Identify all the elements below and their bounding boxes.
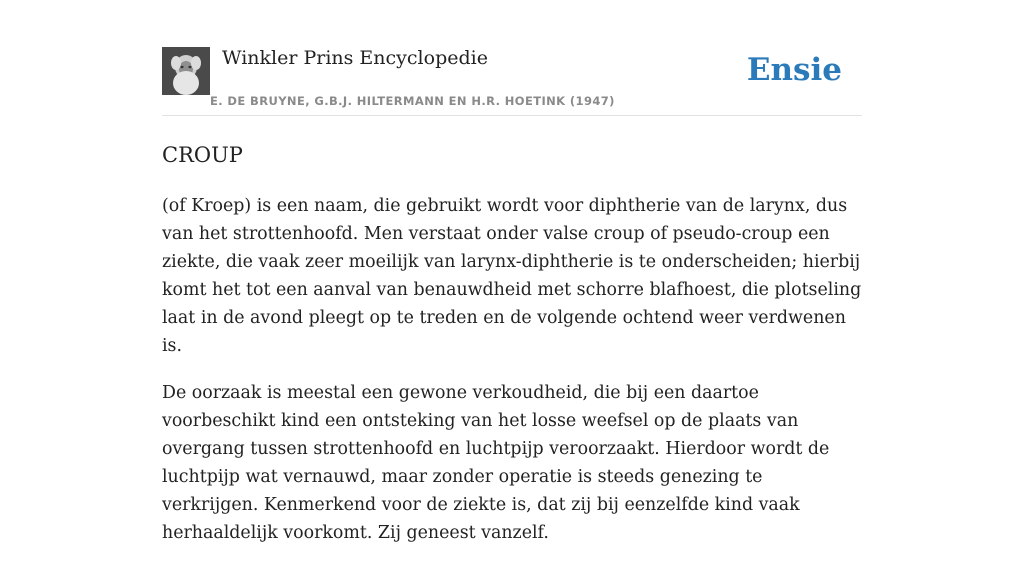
article-page: [162, 0, 862, 543]
entry-paragraph: (of Kroep) is een naam, die gebruikt wordt voor diphtherie van de larynx, dus van het strottenhoofd. Men verstaat onder valse croup of pseudo-croup een ziekte, die vaak zeer moeilijk van larynx-diphtherie is te onderscheiden; hierbij komt het tot een aanval van benauwdheid met schorre blafhoest, die plotseling laat in de avond pleegt op te treden en de volgende ochtend weer verdwenen is.: [162, 196, 862, 356]
entry-paragraph: De oorzaak is meestal een gewone verkoudheid, die bij een daartoe voorbeschikt kind een ontsteking van het losse weefsel op de plaats van overgang tussen strottenhoofd en luchtpijp veroorzaakt. Hierdoor wordt de luchtpijp wat vernauwd, maar zonder operatie is steeds genezing te verkrijgen. Kenmerkend voor de ziekte is, dat zij bij eenzelfde kind vaak herhaaldelijk voorkomt. Zij geneest vanzelf.: [162, 383, 830, 543]
author-avatar[interactable]: [162, 47, 210, 95]
author-portrait-icon: [162, 47, 210, 95]
source-header: [162, 0, 862, 116]
source-authors: E. DE BRUYNE, G.B.J. HILTERMANN EN H.R. HOETINK (1947): [210, 94, 615, 108]
entry-title: CROUP: [162, 143, 243, 167]
entry-body: [162, 192, 862, 566]
brand-logo[interactable]: Ensie: [746, 52, 842, 88]
source-title[interactable]: Winkler Prins Encyclopedie: [222, 47, 488, 69]
